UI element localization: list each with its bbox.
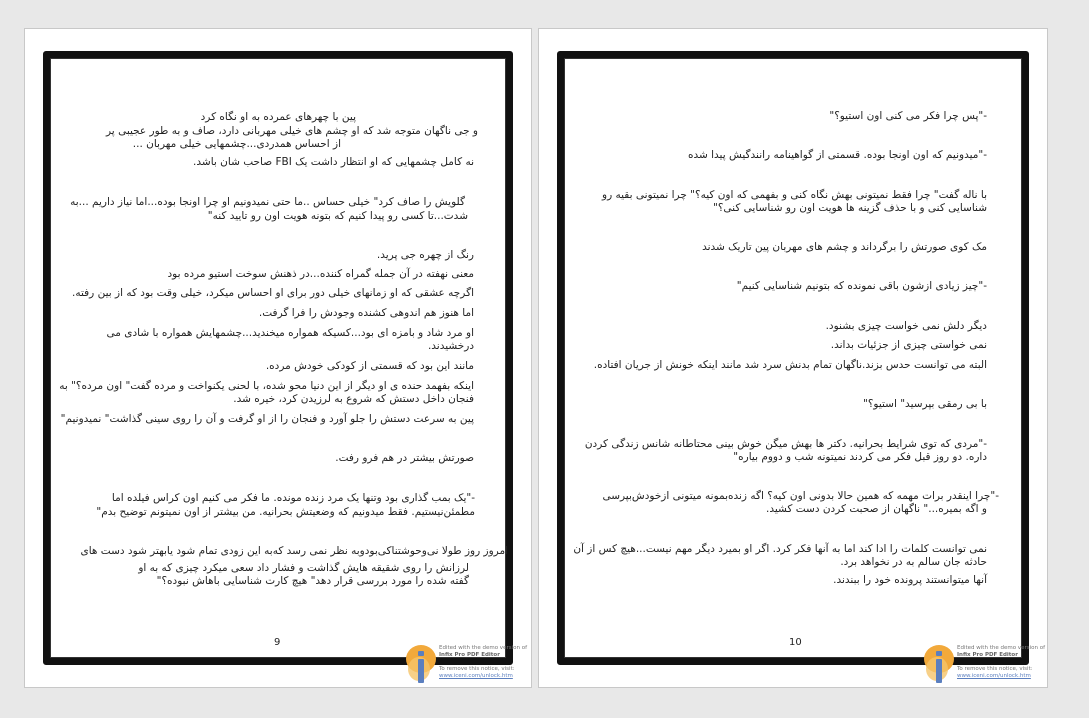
text-line: شدت...تا کسی رو پیدا کنیم که بتونه هویت اون رو تایید کنه" [207, 210, 468, 222]
text-line: و اگه بمیره..." ناگهان از صحبت کردن دست کشید. [766, 503, 987, 515]
text-line: و جی ناگهان متوجه شد که او چشم های خیلی مهربانی دارد، صاف و به طور عجیبی پر [106, 125, 478, 137]
text-line: مک کوی صورتش را برگرداند و چشم های مهربان پین تاریک شدند [702, 241, 987, 253]
text-line: لرزانش را روی شقیقه هایش گذاشت و فشار داد سعی میکرد چیزی که به او [138, 562, 469, 574]
text-line: نمی توانست کلمات را ادا کند اما به آنها فکر کرد. اگر او بمیرد دیگر مهم نیست...هیچ کس از آن [573, 543, 987, 555]
pdf-page-9 [24, 28, 532, 688]
text-line: معنی نهفته در آن جمله گمراه کننده...در ذهنش سوخت استیو مرده بود [167, 268, 474, 280]
text-line: اگرچه عشقی که او زمانهای خیلی دور برای او احساس میکرد، خیلی وقت بود که از بین رفته. [72, 287, 474, 299]
page-number: 9 [274, 637, 281, 648]
text-line: با بی رمقی بپرسید" استیو؟" [863, 398, 987, 410]
watermark-text: Edited with the demo version of Infix Pro PDF Editor To remove this notice, visit: www.iceni.com/unlock.htm [957, 645, 1046, 679]
text-line: شناسایی کنی و با حذف گزینه ها هویت اون رو شناسایی کنی؟" [713, 202, 987, 214]
infix-logo-icon [923, 643, 955, 687]
text-line: اینکه بفهمد حنده ی او دیگر از این دنیا محو شده، با لحنی یکنواخت و مرده گفت" اون مرده؟" به [59, 380, 474, 392]
text-line: با ناله گفت" چرا فقط نمیتونی بهش نگاه کنی و بفهمی که اون کیه؟" چرا نمیتونی بقیه رو [602, 189, 987, 201]
text-line: رنگ از چهره جی پرید. [376, 249, 474, 261]
text-line: نمی خواستی چیزی از جزئیات بداند. [830, 339, 987, 351]
text-line: از احساس همدردی...چشمهایی خیلی مهربان ... [132, 138, 341, 150]
text-line: آنها میتوانستند پرونده خود را ببندند. [833, 574, 987, 586]
text-line: دیگر دلش نمی خواست چیزی بشنود. [825, 320, 987, 332]
text-line: -"چرا اینقدر برات مهمه که همین حالا بدونی اون کیه؟ اگه زنده‌بمونه میتونی ازخودش‌بپرسی [602, 490, 999, 502]
page-number: 10 [789, 637, 802, 648]
pdf-page-10 [538, 28, 1048, 688]
text-line: صورتش بیشتر در هم فرو رفت. [335, 452, 474, 464]
text-line: نه کامل چشمهایی که او انتظار داشت یک FBI صاحب شان باشد. [193, 156, 474, 168]
text-line: حادثه جان سالم به در نخواهد برد. [840, 556, 987, 568]
text-line: -"میدونیم که اون اونجا بوده. قسمتی از گواهینامه رانندگیش پیدا شده [687, 149, 987, 161]
text-line: گلویش را صاف کرد" خیلی حساس ..ما حتی نمیدونیم او چرا اونجا بوده...اما نیاز داریم ...به [70, 196, 465, 208]
text-line: امروز روز طولا نی‌وحوشتناکی‌بودو‌به نظر نمی رسد که‌به این زودی تمام شود یابهتر شود دست های [80, 545, 508, 557]
text-line: پین به سرعت دستش را جلو آورد و فنجان را از او گرفت و آن را روی سینی گذاشت" نمیدونیم" [60, 413, 474, 425]
text-line: البته می توانست حدس بزند.ناگهان تمام بدنش سرد شد مانند اینکه خونش از جریان افتاده. [593, 359, 987, 371]
text-line: مانند این بود که قسمتی از کودکی خودش مرده. [265, 360, 474, 372]
text-line: گفته شده را مورد بررسی قرار دهد" هیچ کارت شناسایی باهاش نبوده؟" [156, 575, 469, 587]
text-line: او مرد شاد و بامزه ای بود...کسیکه همواره میخندید...چشمهایش همواره با شادی می [106, 327, 474, 339]
text-line: -"یک بمب گذاری بود وتنها یک مرد زنده مونده. ما فکر می کنیم اون کراس فیلده اما [111, 492, 475, 504]
text-line: -"مردی که توی شرایط بحرانیه. دکتر ها بهش میگن خوش بینی محتاطانه شانس زندگی کردن [584, 438, 987, 450]
text-line: مطمئن‌نیستیم. فقط میدونیم که وضعیتش بحرانیه. من بیشتر از اون نمیتونم توضیح بدم" [96, 506, 475, 518]
watermark-text: Edited with the demo version of Infix Pro PDF Editor To remove this notice, visit: www.iceni.com/unlock.htm [439, 645, 528, 679]
infix-watermark [405, 643, 528, 687]
text-line: اما هنوز هم اندوهی کشنده وجودش را فرا گرفت. [258, 307, 474, 319]
text-line: فنجان داخل دستش که شروع به لرزیدن کرد، خیره شد. [233, 393, 474, 405]
text-line: پین با چهرهای عمرده به او نگاه کرد [200, 111, 356, 123]
decorative-border [557, 51, 1029, 665]
text-line: درخشیدند. [427, 340, 474, 352]
text-line: -"چیز زیادی ازشون باقی نمونده که بتونیم شناسایی کنیم" [736, 280, 987, 292]
text-line: -"پس چرا فکر می کنی اون استیو؟" [829, 110, 987, 122]
infix-logo-icon [405, 643, 437, 687]
text-line: داره. دو روز قبل فکر می کردند نمیتونه شب و دووم بیاره" [733, 451, 987, 463]
infix-watermark [923, 643, 1046, 687]
